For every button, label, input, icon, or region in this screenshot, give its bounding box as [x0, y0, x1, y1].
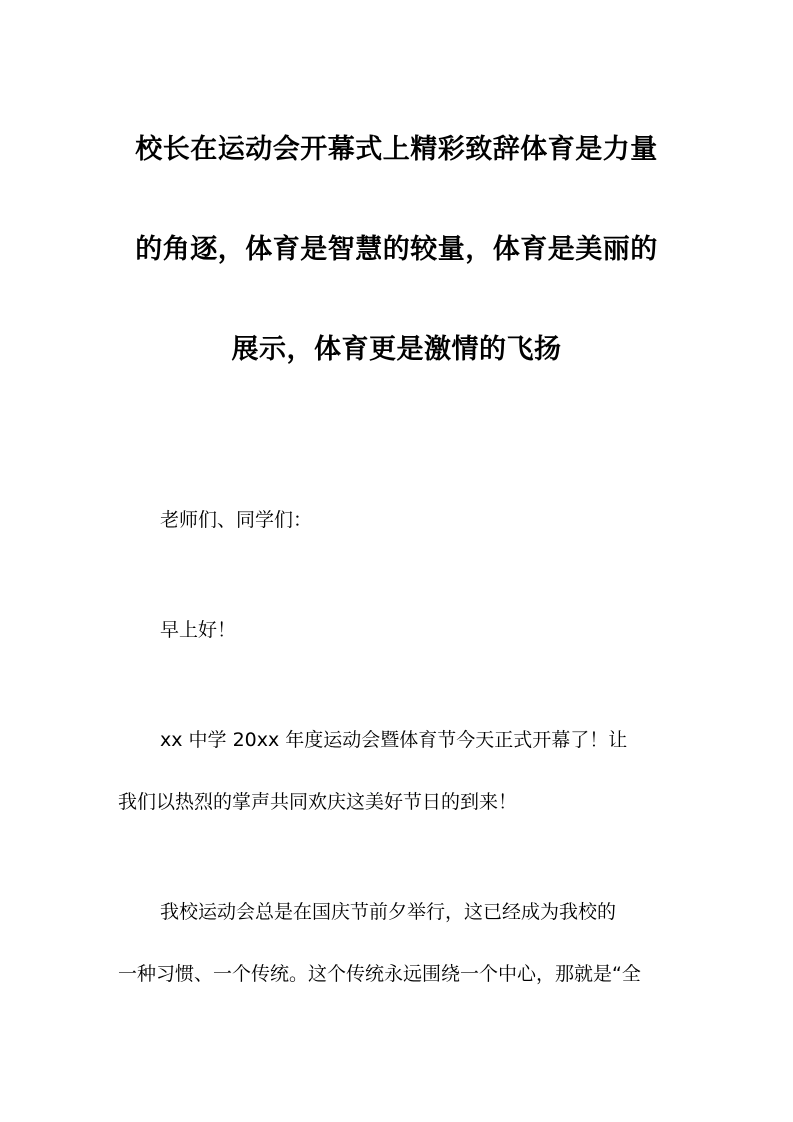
title-line-1: 校长在运动会开幕式上精彩致辞体育是力量 [135, 134, 658, 165]
title-line-2: 的角逐，体育是智慧的较量，体育是美丽的 [135, 234, 658, 265]
paragraph-1-line-2: 我们以热烈的掌声共同欢庆这美好节日的到来！ [118, 791, 518, 813]
paragraph-1-line-1: xx 中学 20xx 年度运动会暨体育节今天正式开幕了！让 [160, 729, 628, 751]
title-line-3: 展示，体育更是激情的飞扬 [231, 334, 562, 365]
paragraph-2-line-2: 一种习惯、一个传统。这个传统永远围绕一个中心，那就是“全 [118, 963, 641, 985]
greeting: 早上好！ [160, 619, 237, 641]
salutation: 老师们、同学们： [160, 509, 313, 531]
paragraph-2-line-1: 我校运动会总是在国庆节前夕举行，这已经成为我校的 [160, 901, 617, 923]
